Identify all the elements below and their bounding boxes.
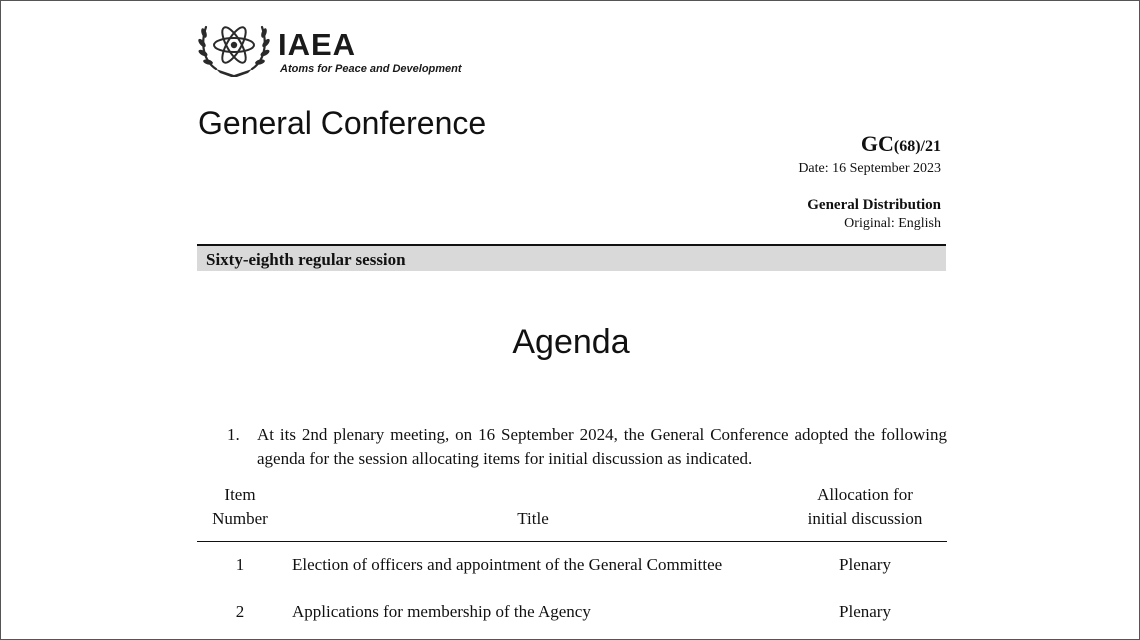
logo-name: IAEA bbox=[278, 27, 357, 62]
document-info bbox=[798, 131, 941, 178]
table-header-rule bbox=[197, 541, 947, 542]
agenda-heading: Agenda bbox=[512, 323, 630, 361]
document-symbol bbox=[798, 131, 941, 160]
document-date: Date: 16 September 2023 bbox=[798, 161, 941, 176]
header-allocation-line2: initial discussion bbox=[807, 508, 923, 528]
header-item-line1: Item bbox=[224, 485, 256, 504]
header-title: Title bbox=[517, 509, 549, 528]
paragraph-text: At its 2nd plenary meeting, on 16 September 2024, the General Conference adopted the following agenda for the session allocating items for initial discussion as indicated. bbox=[257, 425, 947, 468]
row-title: Applications for membership of the Agency bbox=[292, 602, 591, 621]
document-symbol-sub: (68)/21 bbox=[893, 138, 941, 155]
table-row bbox=[197, 602, 947, 626]
row-number: 2 bbox=[235, 602, 245, 621]
conference-title: General Conference bbox=[198, 105, 487, 141]
paragraph-number: 1. bbox=[227, 425, 240, 444]
logo-tagline: Atoms for Peace and Development bbox=[280, 63, 462, 75]
iaea-logo bbox=[198, 15, 498, 81]
session-bar bbox=[197, 244, 946, 271]
original-language: Original: English bbox=[844, 216, 941, 231]
table-row bbox=[197, 555, 947, 579]
document-symbol-main: GC bbox=[860, 131, 894, 156]
header-item-line2: Number bbox=[212, 508, 268, 528]
row-allocation: Plenary bbox=[839, 555, 891, 574]
row-allocation: Plenary bbox=[839, 602, 891, 621]
distribution-info bbox=[807, 196, 941, 233]
header-item-number bbox=[197, 483, 283, 530]
header-allocation bbox=[783, 483, 947, 530]
iaea-emblem-icon bbox=[198, 15, 270, 77]
distribution-label: General Distribution bbox=[807, 197, 941, 213]
session-label: Sixty-eighth regular session bbox=[206, 250, 406, 269]
header-allocation-line1: Allocation for bbox=[817, 485, 913, 504]
row-number: 1 bbox=[235, 555, 245, 574]
row-title: Election of officers and appointment of the General Committee bbox=[292, 555, 723, 574]
